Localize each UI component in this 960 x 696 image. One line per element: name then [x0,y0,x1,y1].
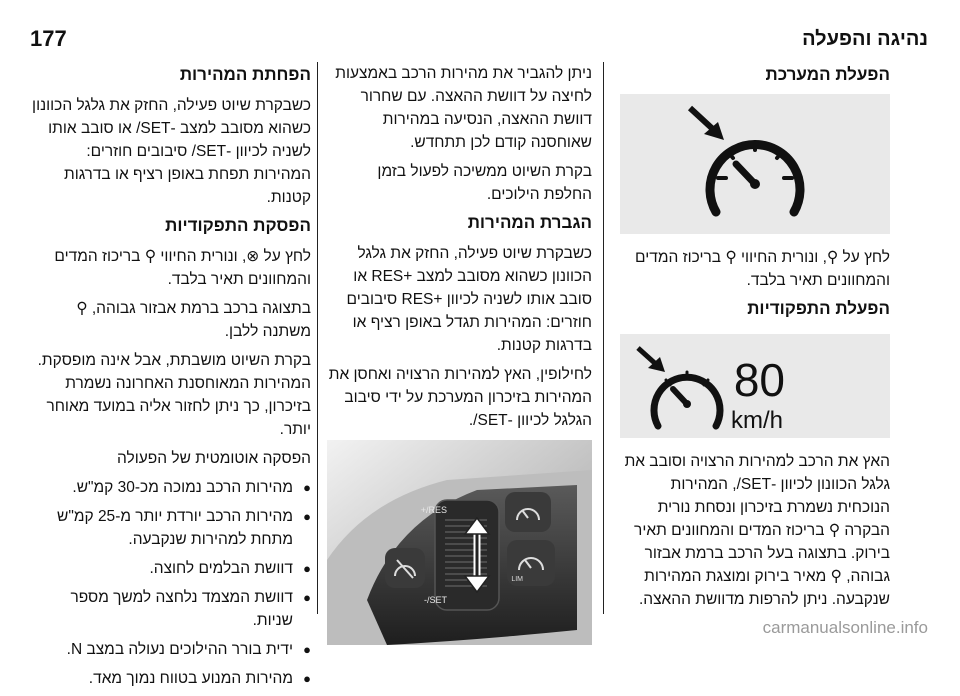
watermark: carmanualsonline.info [762,618,928,637]
lim-label: LIM [511,576,523,583]
page-header [30,26,928,52]
paragraph-gear-change: בקרת השיוט ממשיכה לפעול בזמן החלפת הילוכים. [377,163,592,203]
cruise-control-icon [620,94,890,234]
heading-activate-function: הפעלת התפקודיות [747,299,890,318]
column-middle [327,62,592,645]
paragraph-stored-speed: בקרת השיוט מושבתת, אבל אינה מופסקת. המהירות המאוחסנת האחרונה נשמרת בזיכרון, כך ניתן לחזור אליה במועד מאוחר יותר. [37,352,311,438]
paragraph-decrease-speed: כשבקרת שיוט פעילה, החזק את גלגל הכוונון כשהוא מסובב למצב -SET/ או סובב אותו לשניה לכיוון -SET/ סיבובים חוזרים: המהירות תפחת באופן רציף או בדרגות קטנות. [32,97,311,206]
column-left [26,62,311,696]
page-number: 177 [30,26,67,51]
set-speed-display [620,334,890,438]
heading-system-on: הפעלת המערכת [765,65,890,84]
speed-unit: km/h [730,407,783,434]
steering-controls-illustration [327,440,592,645]
paragraph-auto-stop: הפסקה אוטומטית של הפעולה [117,450,311,467]
paragraph-display-white: בתצוגה ברכב ברמת אבזור גבוהה, ⚲ משתנה ללבן. [76,300,311,340]
list-item: ● מהירות המנוע בטווח נמוך מאד. [26,667,311,690]
cruise-on-button[interactable] [505,492,551,532]
adjust-thumbwheel[interactable] [435,500,499,610]
list-item: ● דוושת הבלמים לחוצה. [26,557,311,580]
paragraph-system-on: לחץ על ⚲, ונורית החיווי ⚲ בריכוז המדים והמחוונים תאיר בלבד. [635,249,890,289]
auto-stop-list [26,476,311,690]
steering-wheel-controls-photo [327,440,592,645]
list-item: ● דוושת המצמד נלחצה למשך מספר שניות. [26,586,311,632]
list-item: ● מהירות הרכב נמוכה מכ-30 קמ"ש. [26,476,311,499]
column-divider [603,62,604,614]
heading-decrease-speed: הפחתת המהירות [179,65,311,84]
paragraph-store-speed: לחילופין, האץ למהירות הרצויה ואחסן את המהירות בזיכרון המערכת על ידי סיבוב הגלגל לכיוון -SET/. [328,366,592,429]
paragraph-stop-function: לחץ על ⊗, ונורית החיווי ⚲ בריכוז המדים והמחוונים תאיר בלבד. [54,248,311,288]
set-label: SET/- [423,595,447,605]
paragraph-activate-function: האץ את הרכב למהירות הרצויה וסובב את גלגל הכוונון לכיוון -SET/, המהירות הנוכחית נשמרת בזיכרון ונסחת נורית הבקרה ⚲ בריכוז המדים והמחוונים תאיר בירוק. בתצוגה בעל הרכב ברמת אבזור גבוהה, ⚲ מאיר בירוק ומוצגת המהירות שנקבעה. ניתן להרפות מדוושת ההאצה. [624,453,890,608]
column-divider [317,62,318,614]
set-speed-figure [620,334,890,438]
list-item: ● ידית בורר ההילוכים נעולה במצב N. [26,638,311,661]
speed-value: 80 [733,354,785,406]
paragraph-increase-speed: כשבקרת שיוט פעילה, החזק את גלגל הכוונון כשהוא מסובב למצב +RES או סובב אותו לשניה לכיוון +RES סיבובים חוזרים: המהירות תגדל באופן רציף או בדרגות קטנות. [346,245,592,354]
heading-stop-function: הפסקת התפקודיות [165,216,311,235]
paragraph-accelerate: ניתן להגביר את מהירות הרכב באמצעות לחיצה על דוושת ההאצה. עם שחרור דוושת ההאצה, הנסיעה במהירות שאוחסנה קודם לכן תתחדש. [335,65,592,151]
cruise-indicator-figure [620,94,890,234]
cruise-active-icon [638,348,720,426]
res-label: RES/+ [420,505,447,515]
column-right [614,62,890,617]
list-item: ● מהירות הרכב יורדת יותר מ-25 קמ"ש מתחת למהירות שנקבעה. [26,505,311,551]
heading-increase-speed: הגברת המהירות [467,213,592,232]
running-title: נהיגה והפעלה [802,27,928,50]
